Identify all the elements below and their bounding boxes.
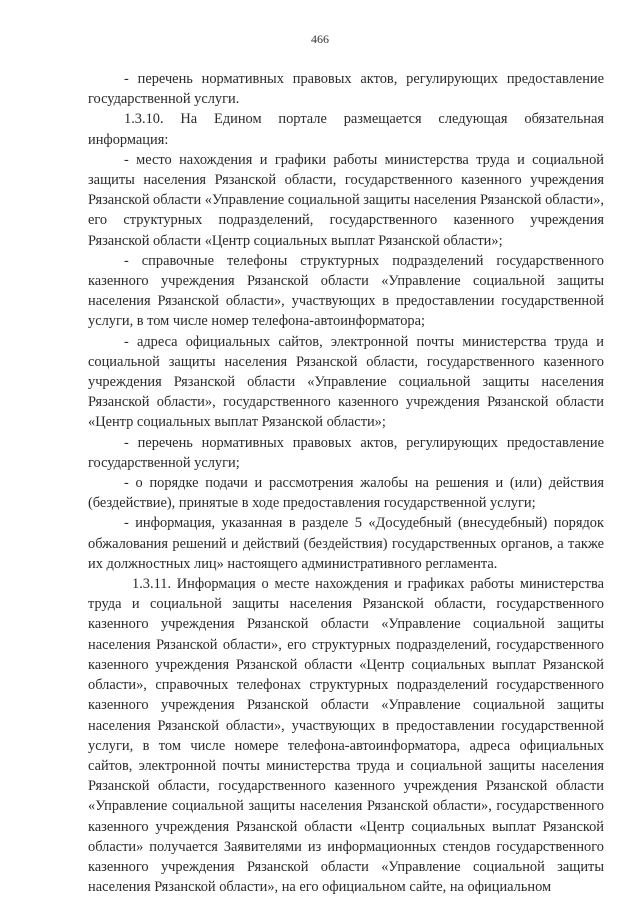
document-body — [88, 69, 604, 897]
paragraph-reference-phones: - справочные телефоны структурных подразделений государственного казенного учреждения Рязанской области «Управление социальной защиты населения Рязанской области», участвующих в предоставлении государственной услуги, в том числе номер телефона-автоинформатора; — [88, 252, 604, 330]
paragraph-1-3-10: 1.3.10. На Едином портале размещается следующая обязательная информация: — [88, 111, 604, 148]
paragraph-complaints-procedure: - о порядке подачи и рассмотрения жалобы на решения и (или) действия (бездействие), принятые в ходе предоставления государственной услуги; — [88, 475, 604, 512]
paragraph-locations-schedules: - место нахождения и графики работы министерства труда и социальной защиты населения Рязанской области, государственного казенного учреждения Рязанской области «Управление социальной защиты населения Рязанской области», его структурных подразделений, государственного казенного учреждения Рязанской области «Центр социальных выплат Рязанской области»; — [88, 151, 604, 249]
paragraph-section-5-info: - информация, указанная в разделе 5 «Досудебный (внесудебный) порядок обжалования решений и действий (бездействия) государственных органов, а также их должностных лиц» настоящего административного регламента. — [88, 515, 604, 572]
paragraph-legal-acts-list-2: - перечень нормативных правовых актов, регулирующих предоставление государственной услуги; — [88, 434, 604, 471]
paragraph-1-3-11: 1.3.11. Информация о месте нахождения и графиках работы министерства труда и социальной защиты населения Рязанской области, государственного казенного учреждения Рязанской области «Управление социальной защиты населения Рязанской области», его структурных подразделений, государственного казенного учреждения Рязанской области «Центр социальных выплат Рязанской области», справочных телефонах структурных подразделений государственного казенного учреждения Рязанской области «Управление социальной защиты населения Рязанской области», участвующих в предоставлении государственной услуги, в том числе номере телефона-автоинформатора, адреса официальных сайтов, электронной почты министерства труда и социальной защиты населения Рязанской области, государственного казенного учреждения Рязанской области «Управление социальной защиты населения Рязанской области», государственного казенного учреждения Рязанской области «Центр социальных выплат Рязанской области» получается Заявителями из информационных стендов государственного казенного учреждения Рязанской области «Управление социальной защиты населения Рязанской области», на его официальном сайте, на официальном — [88, 576, 604, 896]
page-number: 466 — [311, 32, 329, 46]
paragraph-legal-acts-list: - перечень нормативных правовых актов, регулирующих предоставление государственной услуги. — [88, 71, 604, 108]
paragraph-websites-emails: - адреса официальных сайтов, электронной почты министерства труда и социальной защиты населения Рязанской области, государственного казенного учреждения Рязанской области «Управление социальной защиты населения Рязанской области», государственного казенного учреждения Рязанской области «Центр социальных выплат Рязанской области»; — [88, 333, 604, 431]
